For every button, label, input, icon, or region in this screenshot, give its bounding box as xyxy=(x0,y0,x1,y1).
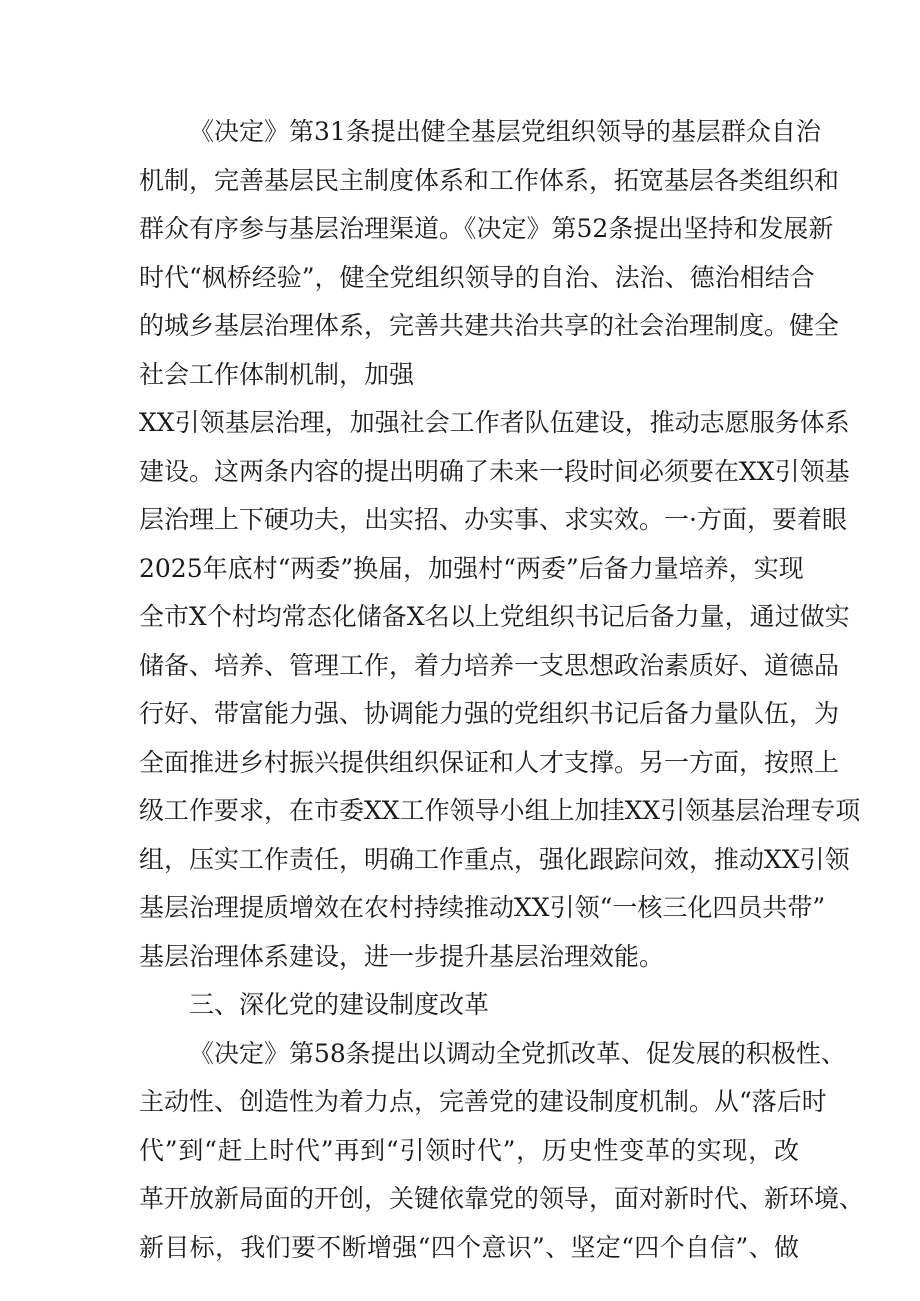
text-line: 全面推进乡村振兴提供组织保证和人才支撑。另一方面，按照上 xyxy=(139,747,840,777)
body-text xyxy=(139,108,865,1272)
text-line: 机制，完善基层民主制度体系和工作体系，拓宽基层各类组织和 xyxy=(139,165,840,195)
text-line: 《决定》第31条提出健全基层党组织领导的基层群众自治 xyxy=(189,117,821,146)
text-line: 行好、带富能力强、协调能力强的党组织书记后备力量队伍，为 xyxy=(139,699,840,728)
text-line: 《决定》第58条提出以调动全党抓改革、促发展的积极性、 xyxy=(189,1038,846,1068)
text-line: 革开放新局面的开创，关键依靠党的领导，面对新时代、新环境、 xyxy=(139,1184,865,1213)
text-line: 群众有序参与基层治理渠道。《决定》第52条提出坚持和发展新 xyxy=(139,214,834,243)
text-line: 基层治理体系建设，进一步提升基层治理效能。 xyxy=(139,941,665,971)
text-line: 建设。这两条内容的提出明确了未来一段时间必须要在XX引领基 xyxy=(139,456,850,486)
text-line: 基层治理提质增效在农村持续推动XX引领“一核三化四员共带” xyxy=(139,893,826,922)
text-line: 储备、培养、管理工作，着力培养一支思想政治素质好、道德品 xyxy=(139,650,840,680)
text-line: 代”到“赶上时代”再到“引领时代”，历史性变革的实现，改 xyxy=(139,1135,799,1165)
text-line: 社会工作体制机制，加强 xyxy=(139,359,415,389)
text-line: 三、深化党的建设制度改革 xyxy=(189,990,490,1019)
text-line: 全市X个村均常态化储备X名以上党组织书记后备力量，通过做实 xyxy=(139,602,850,631)
text-line: 级工作要求，在市委XX工作领导小组上加挂XX引领基层治理专项 xyxy=(139,796,861,825)
text-line: 组，压实工作责任，明确工作重点，强化跟踪问效，推动XX引领 xyxy=(139,844,850,874)
text-line: 新目标，我们要不断增强“四个意识”、坚定“四个自信”、做 xyxy=(139,1232,799,1262)
text-line: 2025年底村“两委”换届，加强村“两委”后备力量培养，实现 xyxy=(139,553,804,583)
text-line: XX引领基层治理，加强社会工作者队伍建设，推动志愿服务体系 xyxy=(139,408,850,437)
text-line: 层治理上下硬功夫，出实招、办实事、求实效。一·方面，要着眼 xyxy=(139,505,847,534)
text-line: 主动性、创造性为着力点，完善党的建设制度机制。从“落后时 xyxy=(139,1087,827,1116)
text-line: 时代“枫桥经验”，健全党组织领导的自治、法治、德治相结合 xyxy=(139,262,815,292)
text-line: 的城乡基层治理体系，完善共建共治共享的社会治理制度。健全 xyxy=(139,311,840,340)
